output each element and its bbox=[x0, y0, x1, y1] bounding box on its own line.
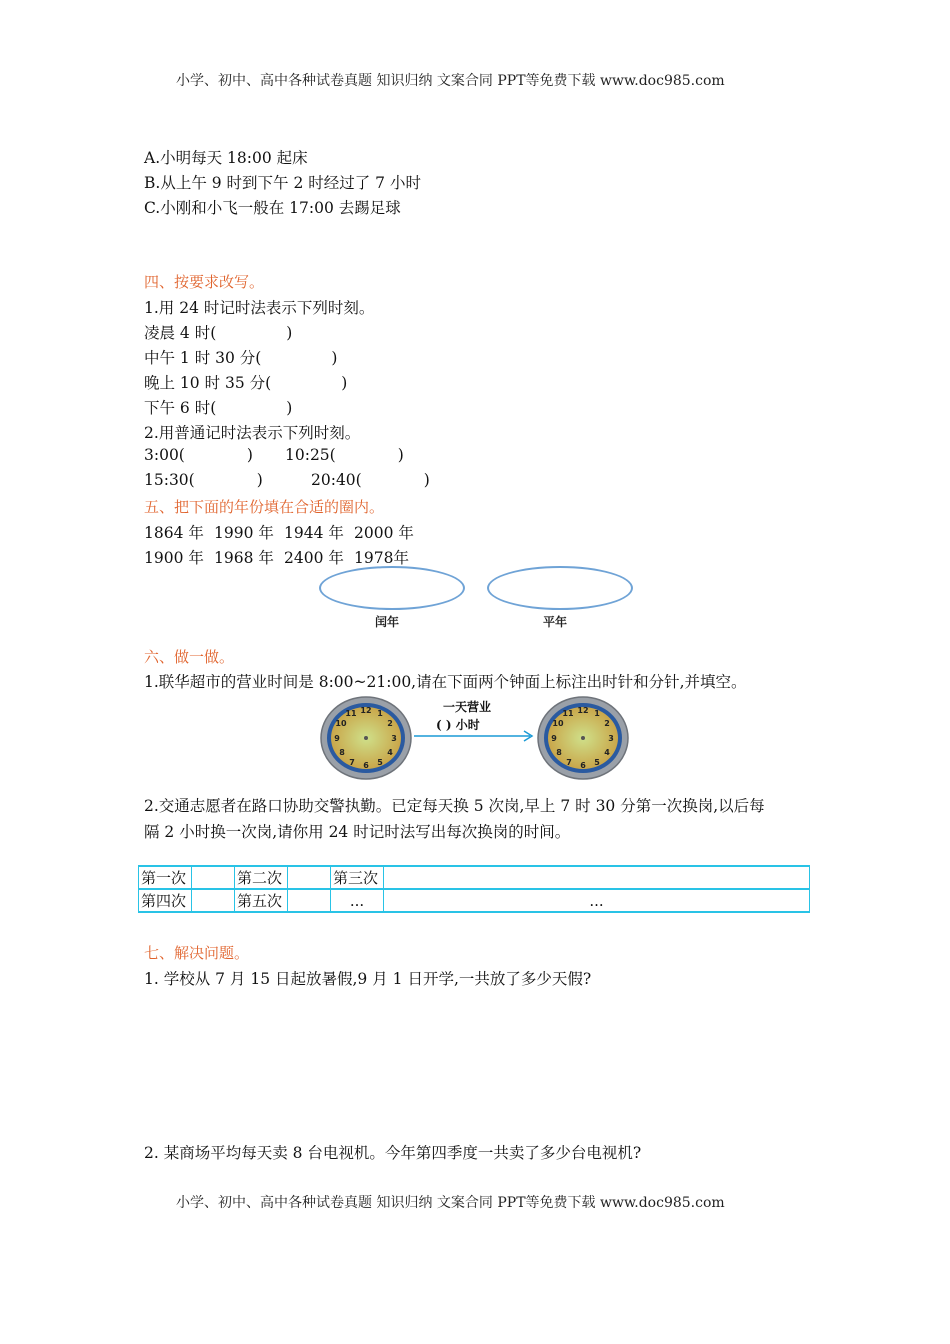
section-5-title: 五、把下面的年份填在合适的圈内。 bbox=[144, 498, 385, 516]
section-7-q2: 2. 某商场平均每天卖 8 台电视机。今年第四季度一共卖了多少台电视机? bbox=[144, 1144, 642, 1162]
year-item: 1900 年 bbox=[144, 549, 204, 567]
common-year-label: 平年 bbox=[543, 615, 568, 629]
table-cell bbox=[192, 866, 235, 889]
year-item: 2000 年 bbox=[354, 524, 414, 542]
svg-text:9: 9 bbox=[551, 734, 557, 743]
svg-text:12: 12 bbox=[577, 706, 589, 715]
time-item: 20:40( ) bbox=[311, 471, 430, 489]
table-row bbox=[139, 866, 810, 889]
year-item: 1944 年 bbox=[284, 524, 344, 542]
table-row bbox=[139, 889, 810, 912]
table-cell: 第一次 bbox=[139, 866, 192, 889]
conversion-item: 中午 1 时 30 分( ) bbox=[144, 349, 338, 367]
svg-text:8: 8 bbox=[339, 748, 345, 757]
year-item: 1864 年 bbox=[144, 524, 204, 542]
arrow-bottom-label: ( ) 小时 bbox=[436, 718, 480, 732]
page-footer: 小学、初中、高中各种试卷真题 知识归纳 文案合同 PPT等免费下载 www.doc985.com bbox=[176, 1195, 725, 1211]
svg-text:5: 5 bbox=[377, 758, 383, 767]
option-c: C.小刚和小飞一般在 17:00 去踢足球 bbox=[144, 199, 401, 217]
table-cell: 第三次 bbox=[331, 866, 384, 889]
year-item: 1968 年 bbox=[214, 549, 274, 567]
table-cell: 第二次 bbox=[235, 866, 288, 889]
table-cell bbox=[384, 866, 810, 889]
option-a: A.小明每天 18:00 起床 bbox=[144, 149, 308, 167]
svg-text:2: 2 bbox=[387, 719, 393, 728]
conversion-item: 晚上 10 时 35 分( ) bbox=[144, 374, 348, 392]
year-item: 2400 年 bbox=[284, 549, 344, 567]
clock-face-open bbox=[320, 696, 412, 780]
table-cell bbox=[192, 889, 235, 912]
page-header: 小学、初中、高中各种试卷真题 知识归纳 文案合同 PPT等免费下载 www.doc985.com bbox=[176, 73, 725, 89]
svg-text:5: 5 bbox=[594, 758, 600, 767]
section-4-title: 四、按要求改写。 bbox=[144, 273, 265, 291]
arrow-top-label: 一天营业 bbox=[443, 700, 492, 714]
svg-text:1: 1 bbox=[594, 709, 600, 718]
year-item: 1978年 bbox=[354, 549, 409, 567]
table-cell bbox=[288, 889, 331, 912]
shift-table bbox=[138, 865, 810, 913]
section-6-q2-line1: 2.交通志愿者在路口协助交警执勤。已定每天换 5 次岗,早上 7 时 30 分第一次换岗,以后每 bbox=[144, 797, 765, 815]
section-6-q1: 1.联华超市的营业时间是 8:00~21:00,请在下面两个钟面上标注出时针和分针,并填空。 bbox=[144, 673, 747, 691]
svg-text:12: 12 bbox=[360, 706, 372, 715]
section-6-title: 六、做一做。 bbox=[144, 648, 235, 666]
svg-text:10: 10 bbox=[552, 719, 564, 728]
svg-text:3: 3 bbox=[391, 734, 397, 743]
table-cell: ... bbox=[331, 889, 384, 912]
time-item: 3:00( ) bbox=[144, 446, 253, 464]
svg-text:11: 11 bbox=[562, 709, 574, 718]
svg-text:1: 1 bbox=[377, 709, 383, 718]
conversion-item: 下午 6 时( ) bbox=[144, 399, 293, 417]
table-cell: 第四次 bbox=[139, 889, 192, 912]
svg-text:3: 3 bbox=[608, 734, 614, 743]
common-year-circle bbox=[487, 566, 633, 610]
table-cell: 第五次 bbox=[235, 889, 288, 912]
svg-text:4: 4 bbox=[387, 748, 393, 757]
table-cell bbox=[288, 866, 331, 889]
conversion-item: 凌晨 4 时( ) bbox=[144, 324, 293, 342]
leap-year-label: 闰年 bbox=[375, 615, 400, 629]
svg-text:7: 7 bbox=[566, 758, 572, 767]
section-4-q1: 1.用 24 时记时法表示下列时刻。 bbox=[144, 299, 375, 317]
svg-text:11: 11 bbox=[345, 709, 357, 718]
leap-year-circle bbox=[319, 566, 465, 610]
svg-text:2: 2 bbox=[604, 719, 610, 728]
svg-text:6: 6 bbox=[580, 761, 586, 770]
section-7-q1: 1. 学校从 7 月 15 日起放暑假,9 月 1 日开学,一共放了多少天假? bbox=[144, 970, 592, 988]
svg-text:7: 7 bbox=[349, 758, 355, 767]
svg-text:6: 6 bbox=[363, 761, 369, 770]
time-item: 15:30( ) bbox=[144, 471, 263, 489]
time-item: 10:25( ) bbox=[285, 446, 404, 464]
svg-text:9: 9 bbox=[334, 734, 340, 743]
svg-text:8: 8 bbox=[556, 748, 562, 757]
svg-text:10: 10 bbox=[335, 719, 347, 728]
svg-text:4: 4 bbox=[604, 748, 610, 757]
option-b: B.从上午 9 时到下午 2 时经过了 7 小时 bbox=[144, 174, 421, 192]
clock-face-close bbox=[537, 696, 629, 780]
year-item: 1990 年 bbox=[214, 524, 274, 542]
section-6-q2-line2: 隔 2 小时换一次岗,请你用 24 时记时法写出每次换岗的时间。 bbox=[144, 823, 571, 841]
section-7-title: 七、解决问题。 bbox=[144, 944, 250, 962]
section-4-q2: 2.用普通记时法表示下列时刻。 bbox=[144, 424, 361, 442]
table-cell: ... bbox=[384, 889, 810, 912]
